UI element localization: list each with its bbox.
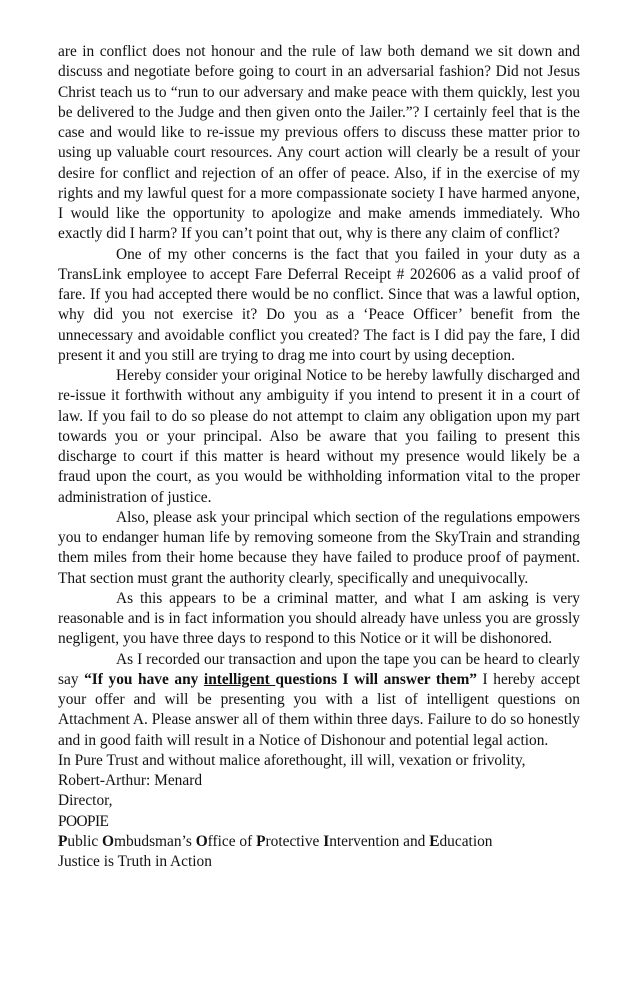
paragraph-6 bbox=[58, 650, 580, 751]
underlined-word: intelligent bbox=[203, 670, 276, 688]
paragraph-6-intro: As I recorded our transaction and upon the tape you can be heard to clearly say bbox=[58, 650, 580, 688]
organization-acronym: POOPIE bbox=[58, 812, 109, 830]
paragraph-3: Hereby consider your original Notice to be hereby lawfully discharged and re-issue it forthwith without any ambiguity if you intend to present it in a court of law. If you fail to do so please do not attempt to claim any obligation upon my part towards you or your principal. Also be aware that you failing to present this discharge to court if this matter is heard without my presence would likely be a fraud upon the court, as you would be withholding information vital to the proper administration of justice. bbox=[58, 367, 580, 506]
paragraph-2: One of my other concerns is the fact that you failed in your duty as a TransLink employee to accept Fare Deferral Receipt # 202606 as a valid proof of fare. If you had accepted there would be no conflict. Since that was a lawful option, why did you not exercise it? Do you as a ‘Peace Officer’ benefit from the unnecessary and avoidable conflict you created? The fact is I did pay the fare, I did present it and you still are trying to drag me into court by using deception. bbox=[58, 245, 580, 364]
organization-full-name: Public Ombudsman’s Office of Protective Intervention and Education bbox=[58, 832, 493, 850]
paragraph-5: As this appears to be a criminal matter, and what I am asking is very reasonable and is in fact information you should already have unless you are grossly negligent, you have three days to respond to this Notice or it will be dishonored. bbox=[58, 589, 580, 648]
quoted-offer: “If you have any intelligent questions I will answer them” bbox=[84, 670, 477, 688]
signature-name: Robert-Arthur: Menard bbox=[58, 772, 203, 789]
letter-page bbox=[58, 42, 580, 872]
paragraph-4: Also, please ask your principal which section of the regulations empowers you to endanger human life by removing someone from the SkyTrain and stranding them miles from their home because they have failed to produce proof of payment. That section must grant the authority clearly, specifically and unequivocally. bbox=[58, 508, 580, 587]
signature-title: Director, bbox=[58, 792, 113, 810]
paragraph-1: are in conflict does not honour and the rule of law both demand we sit down and discuss and negotiate before going to court in an adversarial fashion? Did not Jesus Christ teach us to “run to our adversary and make peace with them quickly, lest you be delivered to the Judge and then given onto the Jailer.”? I certainly feel that is the case and would like to re-issue my previous offers to discuss these matter prior to using up valuable court resources. Any court action will clearly be a result of your desire for conflict and rejection of an offer of peace. Also, if in the exercise of my rights and my lawful quest for a more compassionate society I have harmed anyone, I would like the opportunity to apologize and make amends immediately. Who exactly did I harm? If you can’t point that out, why is there any claim of conflict? bbox=[58, 43, 580, 243]
paragraph-6-rest: I hereby accept your offer and will be presenting you with a list of intelligent questions on Attachment A. Please answer all of them within three days. Failure to do so honestly and in good faith will result in a Notice of Dishonour and potential legal action. bbox=[58, 670, 581, 749]
closing-line: In Pure Trust and without malice aforethought, ill will, vexation or frivolity, bbox=[58, 751, 526, 769]
motto: Justice is Truth in Action bbox=[58, 853, 212, 870]
